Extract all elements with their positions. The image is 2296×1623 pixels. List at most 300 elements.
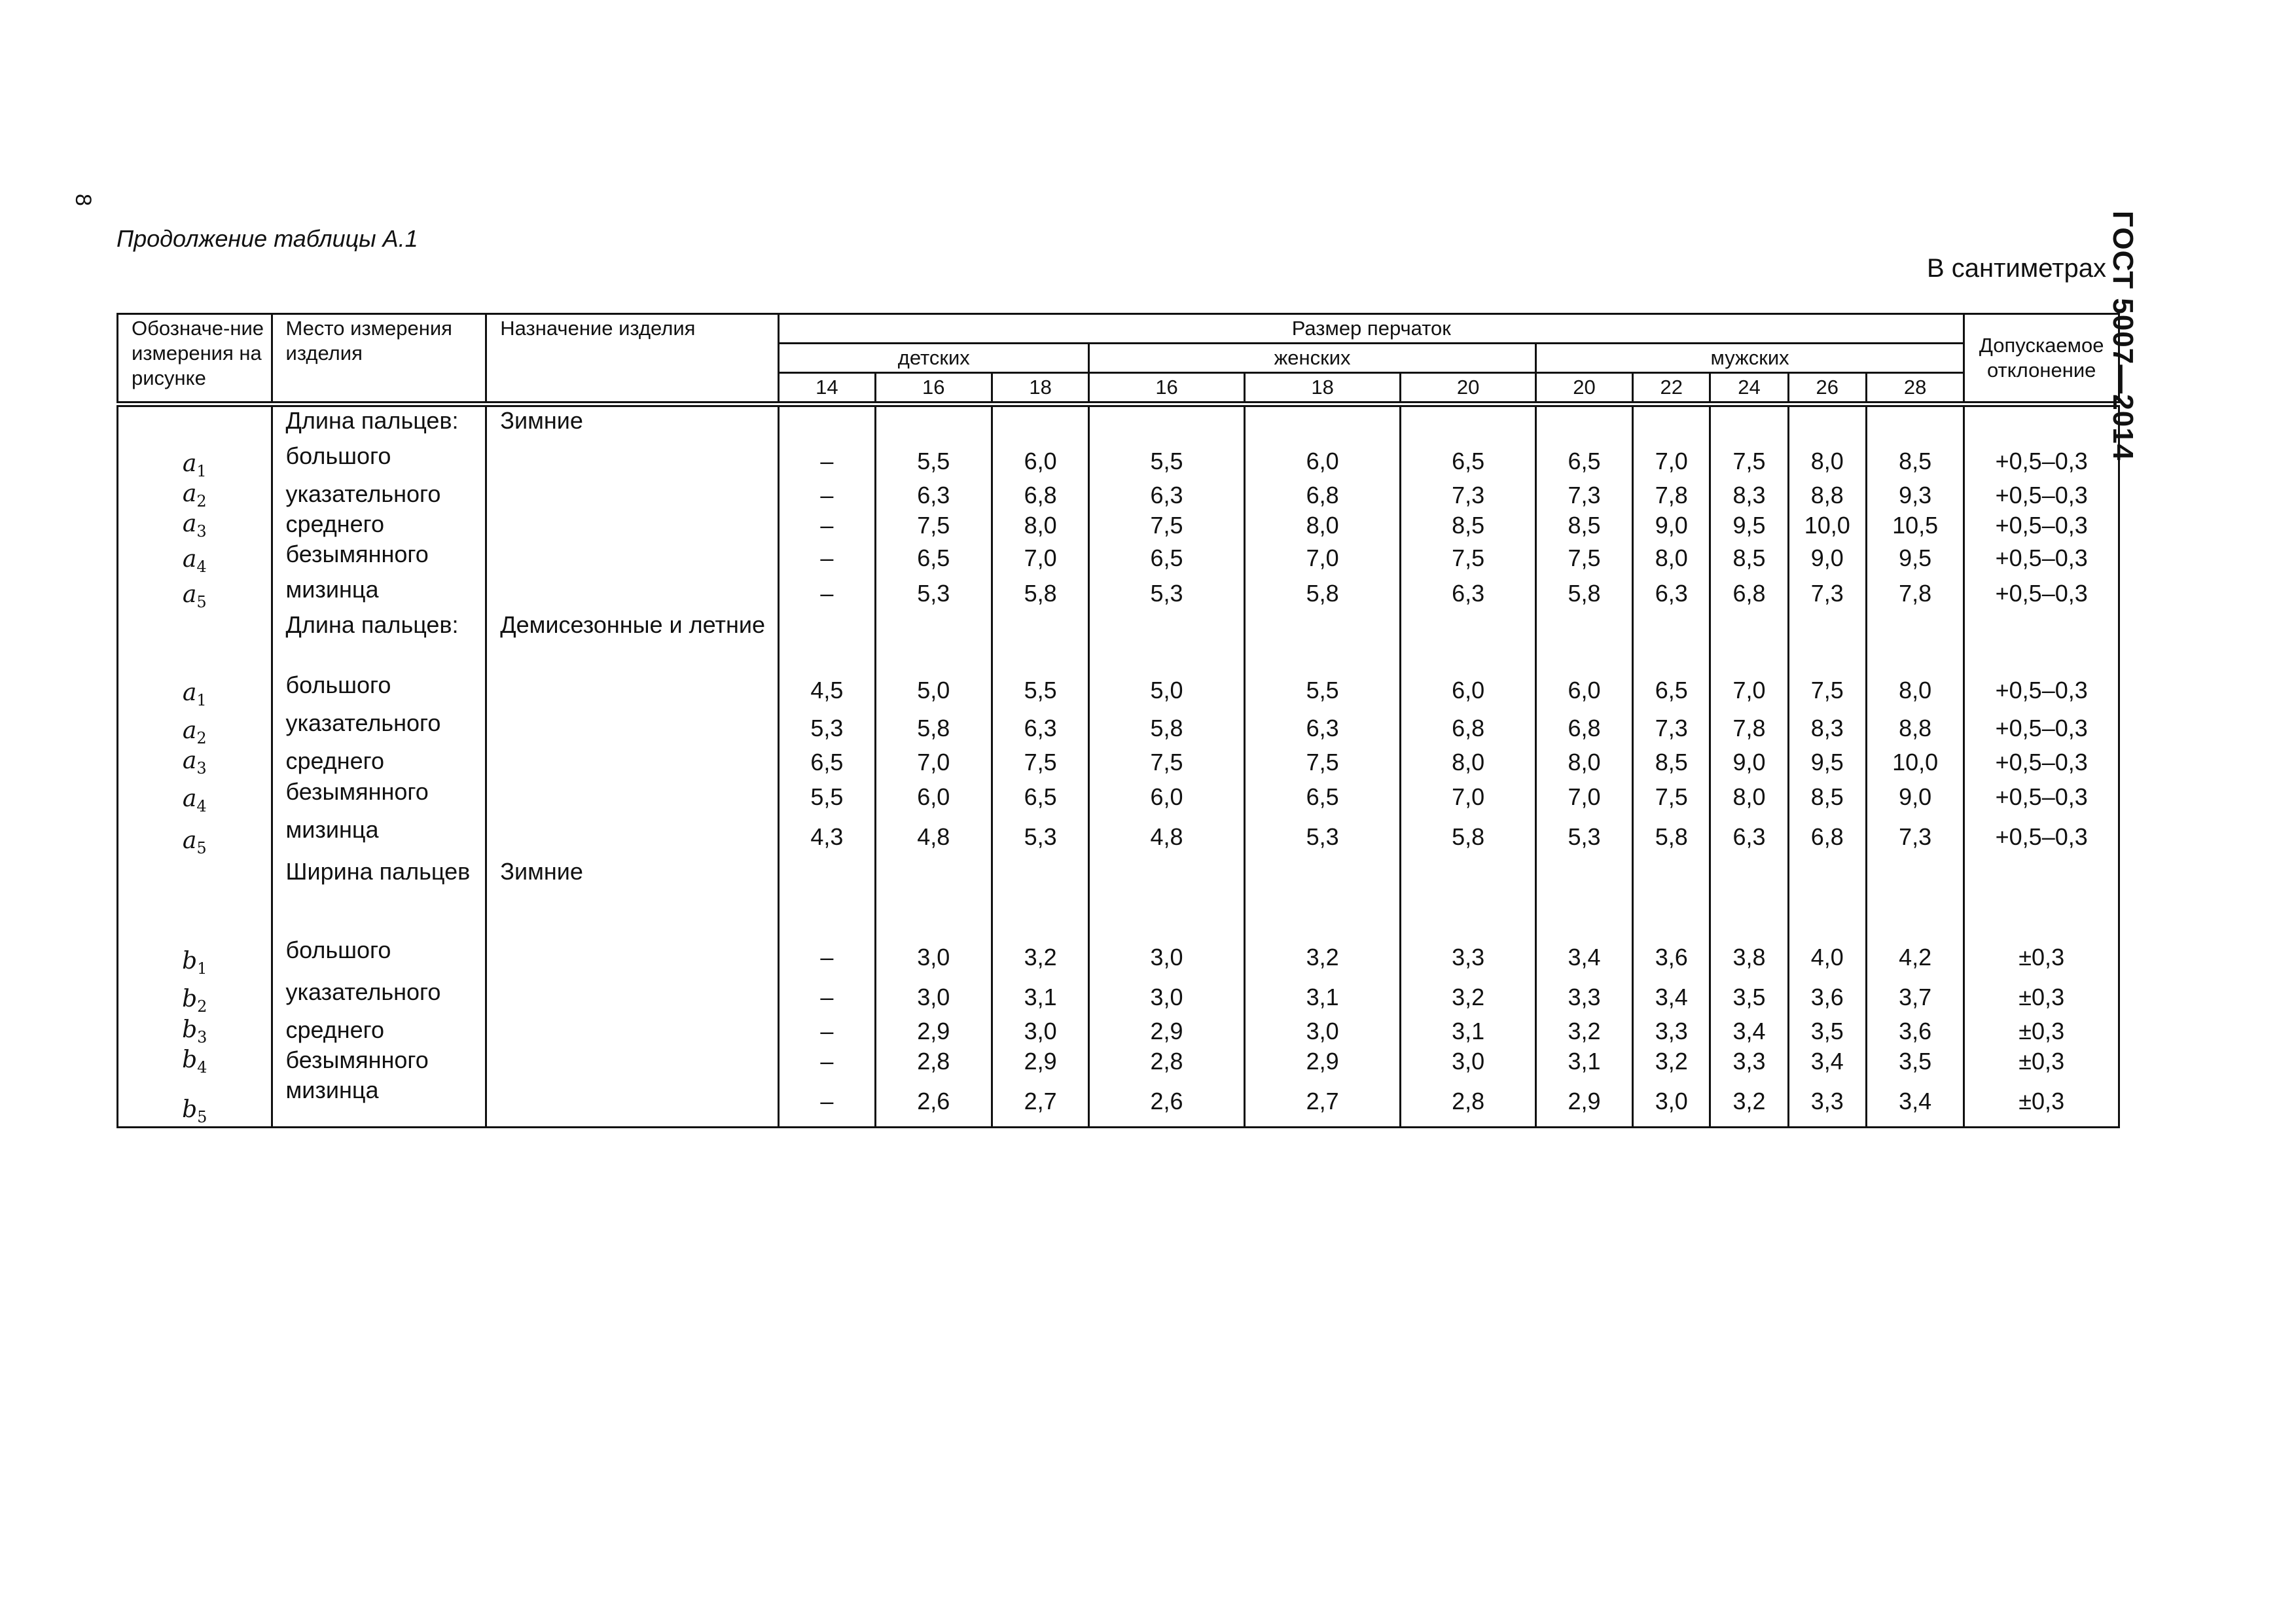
size-value: 7,0 <box>1244 541 1401 576</box>
measurement-code <box>118 747 272 777</box>
measurement-index: 4 <box>197 1058 207 1077</box>
measurement-letter: a <box>182 717 197 745</box>
size-value <box>1866 407 1964 442</box>
measurement-index: 2 <box>196 729 207 748</box>
size-value <box>1633 858 1710 936</box>
table-row <box>118 778 2119 816</box>
measurement-index: 4 <box>196 797 207 816</box>
tolerance-value: ±0,3 <box>1964 978 2119 1016</box>
tolerance-value: +0,5–0,3 <box>1964 709 2119 747</box>
size-value: 8,5 <box>1866 442 1964 480</box>
size-value <box>992 858 1088 936</box>
size-value: 2,9 <box>1089 1016 1245 1046</box>
product-purpose: Демисезонные и летние <box>486 611 779 671</box>
measurement-letter: a <box>182 581 197 609</box>
header-tolerance: Допускаемое отклонение <box>1964 314 2119 404</box>
size-value: 8,8 <box>1788 480 1866 510</box>
table-row <box>118 747 2119 777</box>
size-value: 7,8 <box>1866 576 1964 611</box>
size-value: – <box>779 1016 875 1046</box>
size-value: 2,8 <box>1089 1046 1245 1077</box>
measurement-letter: b <box>182 986 198 1013</box>
size-value: 5,8 <box>1244 576 1401 611</box>
measurement-code <box>118 1077 272 1128</box>
size-value: 2,9 <box>875 1016 992 1046</box>
header-purpose: Назначение изделия <box>486 314 779 404</box>
size-value: 2,6 <box>1089 1077 1245 1128</box>
size-value: 2,9 <box>1244 1046 1401 1077</box>
header-size: 18 <box>992 373 1088 404</box>
size-value: 8,8 <box>1866 709 1964 747</box>
size-value: 3,3 <box>1535 978 1632 1016</box>
size-value: 3,0 <box>1089 936 1245 978</box>
size-value: 3,4 <box>1788 1046 1866 1077</box>
measurement-code <box>118 709 272 747</box>
measurement-index: 5 <box>196 593 207 612</box>
size-value: 10,0 <box>1788 510 1866 541</box>
size-value: 3,1 <box>1535 1046 1632 1077</box>
measurement-letter: b <box>182 1096 198 1123</box>
header-size: 20 <box>1401 373 1535 404</box>
size-value: 6,5 <box>1244 778 1401 816</box>
size-value: 4,0 <box>1788 936 1866 978</box>
table-row <box>118 1016 2119 1046</box>
size-value: 5,3 <box>1089 576 1245 611</box>
measurement-place: мизинца <box>272 576 486 611</box>
measurement-place: Ширина пальцев <box>272 858 486 936</box>
measurement-place: мизинца <box>272 816 486 858</box>
size-value: 7,3 <box>1401 480 1535 510</box>
units-label: В сантиметрах <box>1926 254 2106 283</box>
size-value: – <box>779 510 875 541</box>
size-value: 7,5 <box>1535 541 1632 576</box>
measurement-code <box>118 510 272 541</box>
header-place: Место измерения изделия <box>272 314 486 404</box>
size-value: 6,0 <box>992 442 1088 480</box>
size-value: 7,5 <box>1633 778 1710 816</box>
measurement-code <box>118 858 272 936</box>
size-value: – <box>779 1077 875 1128</box>
tolerance-value: ±0,3 <box>1964 936 2119 978</box>
header-size: 22 <box>1633 373 1710 404</box>
size-value: 7,5 <box>992 747 1088 777</box>
size-value <box>1633 407 1710 442</box>
size-value: 3,6 <box>1866 1016 1964 1046</box>
table-row <box>118 1046 2119 1077</box>
size-value: 3,2 <box>1401 978 1535 1016</box>
measurement-code <box>118 816 272 858</box>
tolerance-value: +0,5–0,3 <box>1964 442 2119 480</box>
size-value: 6,3 <box>1089 480 1245 510</box>
measurements-table <box>117 313 2120 1128</box>
size-value: 6,5 <box>779 747 875 777</box>
size-value: 4,2 <box>1866 936 1964 978</box>
size-value <box>1710 611 1788 671</box>
size-value: 6,0 <box>875 778 992 816</box>
size-value: 3,2 <box>1633 1046 1710 1077</box>
header-size: 28 <box>1866 373 1964 404</box>
size-value: 9,0 <box>1866 778 1964 816</box>
measurement-code <box>118 671 272 709</box>
measurement-index: 4 <box>196 558 207 577</box>
size-value: 3,4 <box>1535 936 1632 978</box>
size-value <box>1401 858 1535 936</box>
header-code: Обозначе-ние измерения на рисунке <box>118 314 272 404</box>
size-value: – <box>779 1046 875 1077</box>
size-value: 3,5 <box>1710 978 1788 1016</box>
size-value: 9,5 <box>1788 747 1866 777</box>
size-value: 3,5 <box>1788 1016 1866 1046</box>
page-number: 8 <box>71 194 96 206</box>
size-value: 10,0 <box>1866 747 1964 777</box>
measurement-letter: b <box>182 948 198 975</box>
measurement-letter: b <box>182 1016 198 1043</box>
measurement-letter: a <box>182 480 197 507</box>
size-value <box>1788 611 1866 671</box>
size-value <box>1710 858 1788 936</box>
size-value: 2,8 <box>875 1046 992 1077</box>
size-value <box>1401 611 1535 671</box>
tolerance-value: +0,5–0,3 <box>1964 576 2119 611</box>
product-purpose <box>486 671 779 709</box>
size-value: 3,2 <box>1535 1016 1632 1046</box>
measurement-code <box>118 936 272 978</box>
size-value: 3,1 <box>1244 978 1401 1016</box>
size-value: 7,3 <box>1788 576 1866 611</box>
size-value: 5,8 <box>1401 816 1535 858</box>
product-purpose <box>486 978 779 1016</box>
table-row <box>118 442 2119 480</box>
size-value: 6,0 <box>1244 442 1401 480</box>
size-value: 2,7 <box>1244 1077 1401 1128</box>
size-value: 3,6 <box>1788 978 1866 1016</box>
header-size: 26 <box>1788 373 1866 404</box>
size-value: 3,0 <box>1633 1077 1710 1128</box>
measurement-letter: a <box>182 785 197 813</box>
measurement-index: 1 <box>197 959 207 978</box>
size-value <box>992 611 1088 671</box>
size-value <box>779 407 875 442</box>
size-value: 8,0 <box>1244 510 1401 541</box>
tolerance-value: +0,5–0,3 <box>1964 816 2119 858</box>
size-value <box>1788 858 1866 936</box>
size-value: 5,3 <box>1244 816 1401 858</box>
table-row <box>118 816 2119 858</box>
tolerance-value: +0,5–0,3 <box>1964 510 2119 541</box>
measurement-place: указательного <box>272 709 486 747</box>
size-value: 5,8 <box>875 709 992 747</box>
size-value: 8,0 <box>1401 747 1535 777</box>
measurement-code <box>118 407 272 442</box>
measurement-place: указательного <box>272 480 486 510</box>
product-purpose <box>486 541 779 576</box>
measurement-place: безымянного <box>272 541 486 576</box>
group-row <box>118 858 2119 936</box>
size-value: 7,5 <box>1244 747 1401 777</box>
size-value <box>1866 858 1964 936</box>
size-value: 3,0 <box>1401 1046 1535 1077</box>
group-row <box>118 611 2119 671</box>
size-value: – <box>779 480 875 510</box>
size-value: 5,0 <box>875 671 992 709</box>
size-value: 7,0 <box>1401 778 1535 816</box>
size-value <box>875 611 992 671</box>
tolerance-value: +0,5–0,3 <box>1964 778 2119 816</box>
size-value: 6,8 <box>1788 816 1866 858</box>
measurement-place: большого <box>272 442 486 480</box>
size-value: 8,5 <box>1633 747 1710 777</box>
measurement-place: безымянного <box>272 1046 486 1077</box>
size-value: 4,8 <box>875 816 992 858</box>
size-value: 6,3 <box>1633 576 1710 611</box>
tolerance-value: ±0,3 <box>1964 1077 2119 1128</box>
size-value: 5,8 <box>1089 709 1245 747</box>
size-value: 3,8 <box>1710 936 1788 978</box>
product-purpose <box>486 576 779 611</box>
size-value <box>1710 407 1788 442</box>
size-value <box>1866 611 1964 671</box>
size-value: 6,8 <box>992 480 1088 510</box>
size-value: 6,5 <box>1401 442 1535 480</box>
measurement-index: 1 <box>196 462 207 480</box>
size-value: 5,3 <box>1535 816 1632 858</box>
size-value: 4,8 <box>1089 816 1245 858</box>
product-purpose <box>486 1046 779 1077</box>
size-value: – <box>779 541 875 576</box>
size-value <box>1535 858 1632 936</box>
tolerance-value: ±0,3 <box>1964 1016 2119 1046</box>
size-value: 2,9 <box>992 1046 1088 1077</box>
size-value: 7,5 <box>1401 541 1535 576</box>
size-value <box>1089 858 1245 936</box>
size-value: 6,8 <box>1401 709 1535 747</box>
header-size: 14 <box>779 373 875 404</box>
size-value: 3,5 <box>1866 1046 1964 1077</box>
size-value: 3,2 <box>992 936 1088 978</box>
size-value: 6,8 <box>1535 709 1632 747</box>
tolerance-value: +0,5–0,3 <box>1964 671 2119 709</box>
product-purpose <box>486 747 779 777</box>
size-value: 6,8 <box>1244 480 1401 510</box>
table-row <box>118 1077 2119 1128</box>
size-value <box>1089 611 1245 671</box>
size-value: 7,3 <box>1866 816 1964 858</box>
header-size: 16 <box>875 373 992 404</box>
size-value: 8,5 <box>1710 541 1788 576</box>
size-value: 3,0 <box>875 978 992 1016</box>
size-value: 8,5 <box>1401 510 1535 541</box>
size-value: 7,5 <box>1089 510 1245 541</box>
size-value: 6,0 <box>1089 778 1245 816</box>
size-value: 6,3 <box>875 480 992 510</box>
size-value: 8,0 <box>992 510 1088 541</box>
size-value: 7,8 <box>1710 709 1788 747</box>
size-value: 8,0 <box>1866 671 1964 709</box>
measurement-letter: a <box>182 510 197 538</box>
size-value <box>1535 611 1632 671</box>
size-value: 3,2 <box>1710 1077 1788 1128</box>
size-value: 6,0 <box>1535 671 1632 709</box>
size-value: 7,3 <box>1535 480 1632 510</box>
size-value: 3,3 <box>1633 1016 1710 1046</box>
size-value: 8,3 <box>1788 709 1866 747</box>
measurement-code <box>118 1046 272 1077</box>
product-purpose <box>486 442 779 480</box>
measurement-index: 2 <box>197 997 207 1016</box>
size-value: 7,0 <box>992 541 1088 576</box>
size-value <box>1401 407 1535 442</box>
size-value: 5,5 <box>992 671 1088 709</box>
size-value: 6,8 <box>1710 576 1788 611</box>
size-value: 9,0 <box>1710 747 1788 777</box>
size-value: 5,5 <box>779 778 875 816</box>
size-value: 7,3 <box>1633 709 1710 747</box>
size-value: 7,8 <box>1633 480 1710 510</box>
size-value: – <box>779 442 875 480</box>
size-value <box>992 407 1088 442</box>
size-value: 6,3 <box>1710 816 1788 858</box>
size-value: 6,3 <box>1401 576 1535 611</box>
size-value <box>1089 407 1245 442</box>
size-value: 6,5 <box>992 778 1088 816</box>
measurement-index: 3 <box>197 1027 207 1046</box>
measurement-place: Длина пальцев: <box>272 611 486 671</box>
size-value: 8,5 <box>1535 510 1632 541</box>
size-value <box>1244 858 1401 936</box>
product-purpose <box>486 936 779 978</box>
header-group-women: женских <box>1089 344 1536 373</box>
size-value: 3,0 <box>992 1016 1088 1046</box>
size-value: 3,0 <box>1089 978 1245 1016</box>
table-row <box>118 709 2119 747</box>
size-value: 6,5 <box>1535 442 1632 480</box>
size-value: 7,0 <box>1710 671 1788 709</box>
size-value <box>779 858 875 936</box>
size-value <box>1788 407 1866 442</box>
product-purpose <box>486 816 779 858</box>
size-value: 5,8 <box>992 576 1088 611</box>
tolerance-value: ±0,3 <box>1964 1046 2119 1077</box>
size-value: 3,1 <box>1401 1016 1535 1046</box>
size-value: – <box>779 576 875 611</box>
tolerance-value <box>1964 858 2119 936</box>
measurement-place: большого <box>272 671 486 709</box>
measurement-index: 3 <box>196 522 207 541</box>
measurement-place: безымянного <box>272 778 486 816</box>
header-size: 20 <box>1535 373 1632 404</box>
product-purpose: Зимние <box>486 858 779 936</box>
size-value: 5,8 <box>1633 816 1710 858</box>
size-value: 6,3 <box>1244 709 1401 747</box>
size-value <box>875 407 992 442</box>
size-value: 3,7 <box>1866 978 1964 1016</box>
size-value: 5,5 <box>1089 442 1245 480</box>
measurement-index: 5 <box>196 839 207 858</box>
header-size: 18 <box>1244 373 1401 404</box>
measurement-index: 3 <box>196 759 207 778</box>
size-value <box>1244 407 1401 442</box>
size-value: 9,3 <box>1866 480 1964 510</box>
size-value: 7,5 <box>875 510 992 541</box>
size-value: 4,3 <box>779 816 875 858</box>
size-value: 3,4 <box>1866 1077 1964 1128</box>
size-value: 5,8 <box>1535 576 1632 611</box>
measurement-place: среднего <box>272 1016 486 1046</box>
size-value: 7,0 <box>875 747 992 777</box>
size-value <box>1633 611 1710 671</box>
size-value: 8,3 <box>1710 480 1788 510</box>
size-value: 5,5 <box>875 442 992 480</box>
size-value: 3,3 <box>1401 936 1535 978</box>
size-value <box>1244 611 1401 671</box>
size-value: 3,3 <box>1710 1046 1788 1077</box>
measurement-place: большого <box>272 936 486 978</box>
measurement-index: 1 <box>196 691 207 710</box>
header-group-children: детских <box>779 344 1089 373</box>
table-row <box>118 510 2119 541</box>
product-purpose <box>486 709 779 747</box>
size-value: 4,5 <box>779 671 875 709</box>
size-value: 9,0 <box>1788 541 1866 576</box>
size-value: 10,5 <box>1866 510 1964 541</box>
header-size: 24 <box>1710 373 1788 404</box>
product-purpose <box>486 510 779 541</box>
measurement-index: 5 <box>197 1107 207 1126</box>
measurement-letter: a <box>182 827 197 855</box>
measurement-letter: a <box>182 546 197 573</box>
size-value: 3,6 <box>1633 936 1710 978</box>
size-value: 8,0 <box>1788 442 1866 480</box>
size-value: 2,8 <box>1401 1077 1535 1128</box>
size-value: 8,0 <box>1710 778 1788 816</box>
measurement-code <box>118 611 272 671</box>
size-value: 5,0 <box>1089 671 1245 709</box>
size-value: 8,5 <box>1788 778 1866 816</box>
size-value: 3,1 <box>992 978 1088 1016</box>
size-value: 3,3 <box>1788 1077 1866 1128</box>
size-value: 5,5 <box>1244 671 1401 709</box>
size-value: 7,5 <box>1089 747 1245 777</box>
size-value: 8,0 <box>1633 541 1710 576</box>
measurement-code <box>118 576 272 611</box>
tolerance-value <box>1964 611 2119 671</box>
measurement-code <box>118 541 272 576</box>
measurement-place: среднего <box>272 510 486 541</box>
size-value: – <box>779 936 875 978</box>
table-row <box>118 480 2119 510</box>
size-value: 9,5 <box>1866 541 1964 576</box>
tolerance-value: +0,5–0,3 <box>1964 480 2119 510</box>
size-value: 7,0 <box>1535 778 1632 816</box>
measurement-letter: b <box>182 1046 198 1073</box>
header-size: 16 <box>1089 373 1245 404</box>
measurement-code <box>118 442 272 480</box>
size-value: 3,4 <box>1633 978 1710 1016</box>
measurement-place: среднего <box>272 747 486 777</box>
tolerance-value: +0,5–0,3 <box>1964 747 2119 777</box>
table-row <box>118 671 2119 709</box>
measurement-letter: a <box>182 450 197 477</box>
measurement-place: Длина пальцев: <box>272 407 486 442</box>
measurement-place: указательного <box>272 978 486 1016</box>
table-row <box>118 576 2119 611</box>
product-purpose <box>486 1016 779 1046</box>
measurement-code <box>118 978 272 1016</box>
product-purpose <box>486 1077 779 1128</box>
size-value: 9,5 <box>1710 510 1788 541</box>
size-value: 3,0 <box>1244 1016 1401 1046</box>
product-purpose <box>486 480 779 510</box>
